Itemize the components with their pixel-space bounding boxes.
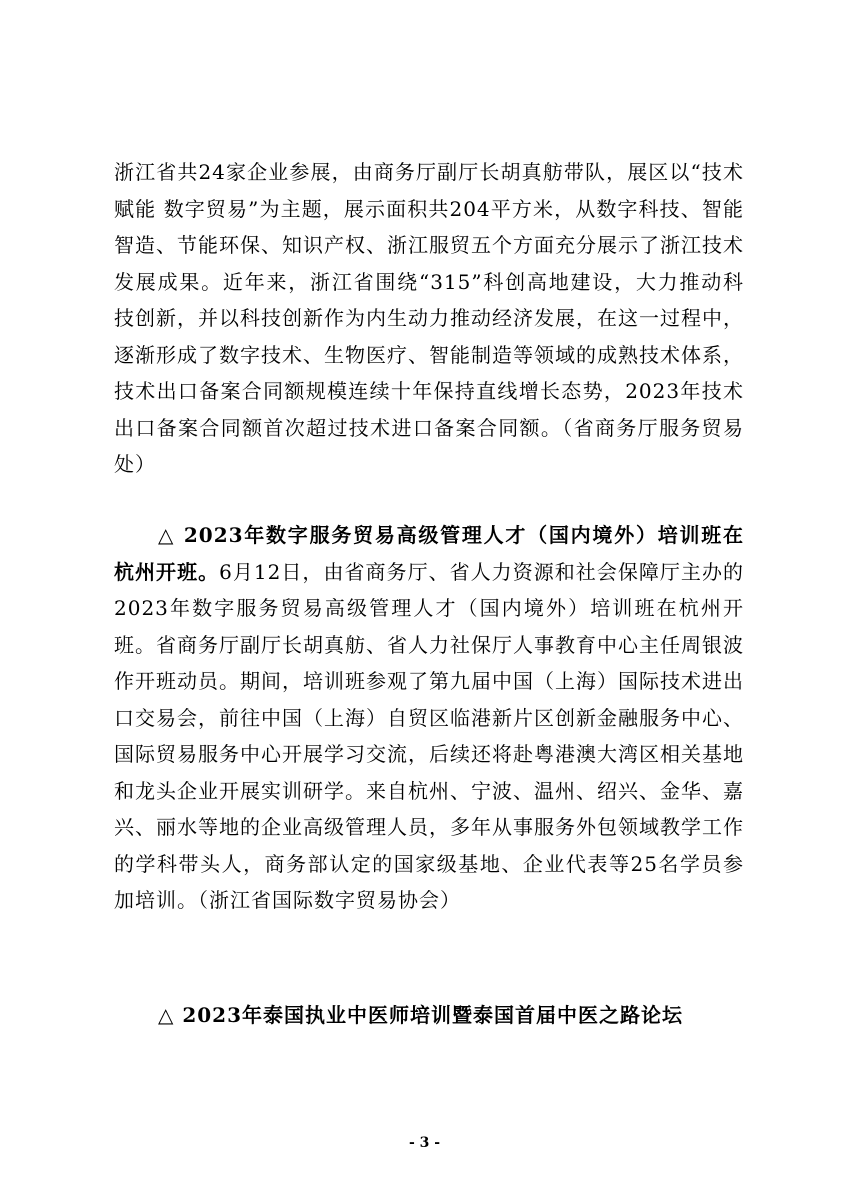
paragraph-training-class [114,517,744,919]
paragraph-thailand-tcm-forum [114,997,744,1034]
paragraph-lead-heading: △ 2023年泰国执业中医师培训暨泰国首届中医之路论坛 [158,1003,684,1027]
paragraph-body-text: 6月12日，由省商务厅、省人力资源和社会保障厅主办的2023年数字服务贸易高级管理人才（国内境外）培训班在杭州开班。省商务厅副厅长胡真舫、省人力社保厅人事教育中心主任周银波作开班动员。期间，培训班参观了第九届中国（上海）国际技术进出口交易会，前往中国（上海）自贸区临港新片区创新金融服务中心、国际贸易服务中心开展学习交流，后续还将赴粤港澳大湾区相关基地和龙头企业开展实训研学。来自杭州、宁波、温州、绍兴、金华、嘉兴、丽水等地的企业高级管理人员，多年从事服务外包领域教学工作的学科带头人，商务部认定的国家级基地、企业代表等25名学员参加培训。（浙江省国际数字贸易协会） [114,559,744,912]
paragraph-zhejiang-exhibition: 浙江省共24家企业参展，由商务厅副厅长胡真舫带队，展区以“技术赋能 数字贸易”为主题，展示面积共204平方米，从数字科技、智能智造、节能环保、知识产权、浙江服贸五个方面充分展示了浙江技术发展成果。近年来，浙江省围绕“315”科创高地建设，大力推动科技创新，并以科技创新作为内生动力推动经济发展，在这一过程中，逐渐形成了数字技术、生物医疗、智能制造等领域的成熟技术体系，技术出口备案合同额规模连续十年保持直线增长态势，2023年技术出口备案合同额首次超过技术进口备案合同额。（省商务厅服务贸易处） [114,160,744,476]
paragraph-lead-heading: △ 2023年数字服务贸易高级管理人才（国内境外）培训班在杭州开班。 [114,523,744,584]
page-number: - 3 - [408,1135,441,1151]
